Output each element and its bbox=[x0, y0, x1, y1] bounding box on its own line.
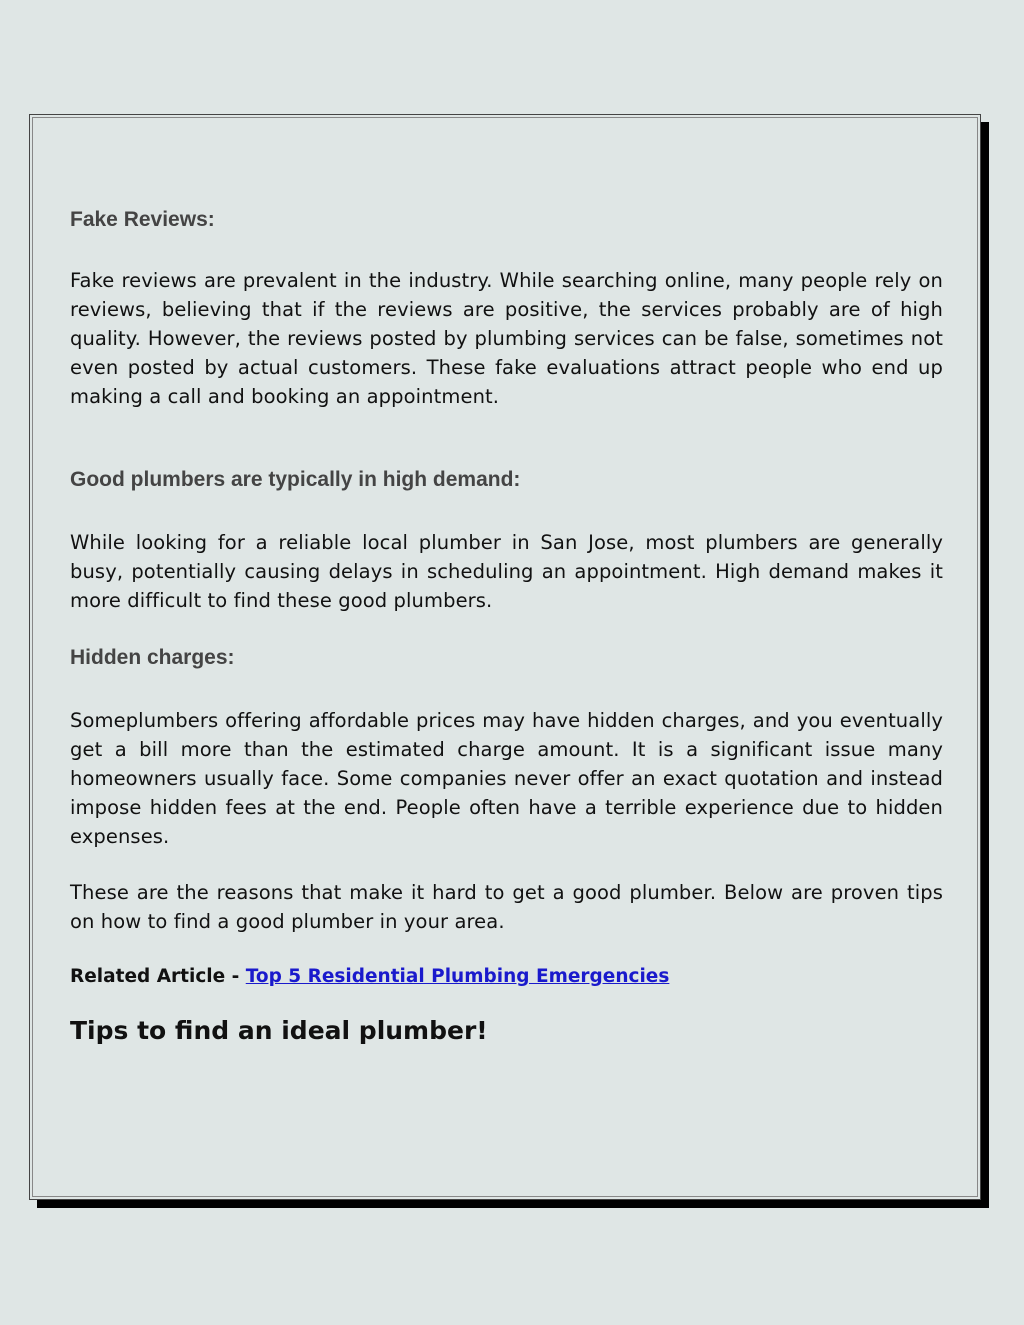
heading-fake-reviews: Fake Reviews: bbox=[70, 208, 215, 231]
related-article bbox=[70, 964, 943, 990]
page-content bbox=[70, 207, 943, 1047]
related-article-link[interactable]: Top 5 Residential Plumbing Emergencies bbox=[245, 966, 670, 987]
heading-hidden-charges: Hidden charges: bbox=[70, 646, 235, 669]
paragraph-high-demand: While looking for a reliable local plumber in San Jose, most plumbers are generally busy, potentially causing delays in scheduling an appointment. High demand makes it more difficult to find these good plumbers. bbox=[70, 531, 943, 612]
heading-high-demand: Good plumbers are typically in high demand: bbox=[70, 468, 521, 491]
tips-heading: Tips to find an ideal plumber! bbox=[70, 1016, 488, 1045]
paragraph-fake-reviews: Fake reviews are prevalent in the industry. While searching online, many people rely on reviews, believing that if the reviews are positive, the services probably are of high quality. However, the reviews posted by plumbing services can be false, sometimes not even posted by actual customers. These fake evaluations attract people who end up making a call and booking an appointment. bbox=[70, 269, 943, 408]
document-page bbox=[29, 114, 981, 1200]
paragraph-hidden-charges: Someplumbers offering affordable prices may have hidden charges, and you eventually get a bill more than the estimated charge amount. It is a significant issue many homeowners usually face. Some companies never offer an exact quotation and instead impose hidden fees at the end. People often have a terrible experience due to hidden expenses. bbox=[70, 709, 943, 848]
related-article-prefix: Related Article - bbox=[70, 966, 246, 987]
paragraph-conclusion: These are the reasons that make it hard to get a good plumber. Below are proven tips on how to find a good plumber in your area. bbox=[70, 881, 943, 933]
